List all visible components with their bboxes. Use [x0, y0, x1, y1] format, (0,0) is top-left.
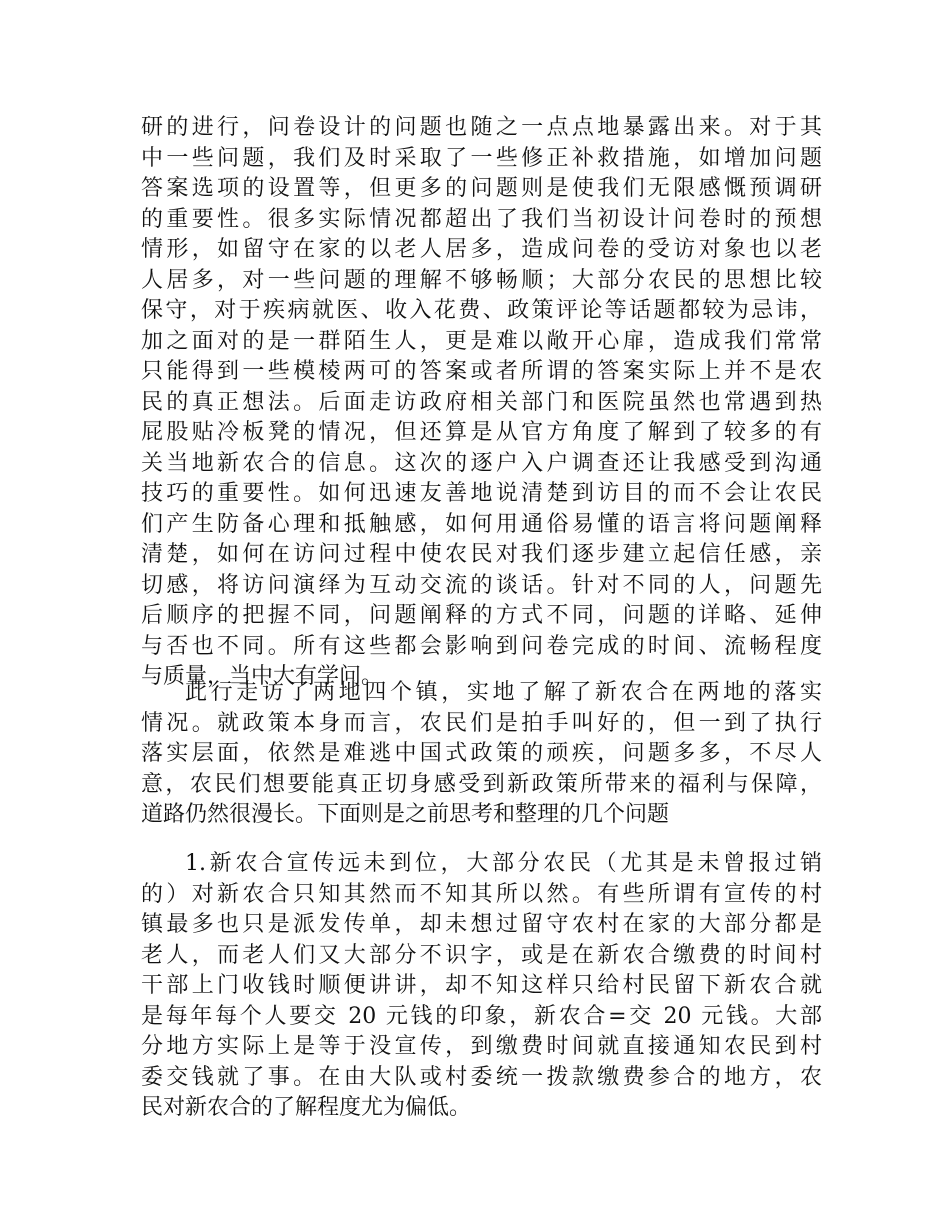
text-line: 情况。就政策本身而言，农民们是拍手叫好的，但一到了执行 — [141, 710, 822, 736]
text-line: 1.新农合宣传远未到位，大部分农民（尤其是未曾报过销 — [185, 851, 822, 876]
text-line: 干部上门收钱时顺便讲讲，却不知这样只给村民留下新农合就 — [141, 973, 822, 998]
text-line: 们产生防备心理和抵触感，如何用通俗易懂的语言将问题阐释 — [141, 511, 822, 537]
text-line: 答案选项的设置等，但更多的问题则是使我们无限感慨预调研 — [141, 176, 822, 201]
text-line: 情形，如留守在家的以老人居多，造成问卷的受访对象也以老 — [141, 237, 822, 262]
paragraph-survey-reflection — [141, 113, 822, 693]
text-line: 清楚，如何在访问过程中使农民对我们逐步建立起信任感，亲 — [141, 542, 822, 567]
text-line: 落实层面，依然是难逃中国式政策的顽疾，问题多多，不尽人 — [141, 741, 822, 766]
text-line: 人居多，对一些问题的理解不够畅顺；大部分农民的思想比较 — [141, 267, 822, 293]
text-line: 民的真正想法。后面走访政府相关部门和医院虽然也常遇到热 — [141, 389, 822, 415]
text-line: 委交钱就了事。在由大队或村委统一拨款缴费参合的地方，农 — [141, 1064, 822, 1090]
text-line: 切感，将访问演绎为互动交流的谈话。针对不同的人，问题先 — [141, 572, 822, 598]
text-line: 分地方实际上是等于没宣传，到缴费时间就直接通知农民到村 — [141, 1034, 822, 1059]
text-line: 与质量，当中大有学问。 — [141, 664, 384, 689]
text-line: 的）对新农合只知其然而不知其所以然。有些所谓有宣传的村 — [141, 881, 822, 907]
text-line: 研的进行，问卷设计的问题也随之一点点地暴露出来。对于其 — [141, 115, 822, 140]
text-line: 技巧的重要性。如何迅速友善地说清楚到访目的而不会让农民 — [141, 481, 822, 506]
text-line: 中一些问题，我们及时采取了一些修正补救措施，如增加问题 — [141, 145, 822, 171]
paragraph-issue-1 — [141, 849, 822, 1124]
text-line: 是每年每个人要交 20 元钱的印象，新农合=交 20 元钱。大部 — [141, 1003, 822, 1029]
text-line: 屁股贴冷板凳的情况，但还算是从官方角度了解到了较多的有 — [141, 420, 822, 445]
paragraph-field-visit — [141, 678, 822, 831]
text-line: 镇最多也只是派发传单，却未想过留守农村在家的大部分都是 — [141, 912, 822, 937]
text-line: 的重要性。很多实际情况都超出了我们当初设计问卷时的预想 — [141, 206, 822, 232]
text-line: 只能得到一些模棱两可的答案或者所谓的答案实际上并不是农 — [141, 359, 822, 384]
text-line: 后顺序的把握不同，问题阐释的方式不同，问题的详略、延伸 — [141, 603, 822, 628]
text-line: 与否也不同。所有这些都会影响到问卷完成的时间、流畅程度 — [141, 633, 822, 659]
text-line: 此行走访了两地四个镇，实地了解了新农合在两地的落实 — [185, 680, 822, 705]
text-line: 道路仍然很漫长。下面则是之前思考和整理的几个问题 — [141, 802, 670, 827]
text-line: 民对新农合的了解程度尤为偏低。 — [141, 1095, 472, 1120]
text-line: 加之面对的是一群陌生人，更是难以敞开心扉，造成我们常常 — [141, 328, 822, 354]
text-line: 老人，而老人们又大部分不识字，或是在新农合缴费的时间村 — [141, 942, 822, 968]
text-line: 意，农民们想要能真正切身感受到新政策所带来的福利与保障， — [141, 771, 822, 797]
text-line: 关当地新农合的信息。这次的逐户入户调查还让我感受到沟通 — [141, 450, 822, 476]
text-line: 保守，对于疾病就医、收入花费、政策评论等话题都较为忌讳， — [141, 298, 822, 323]
